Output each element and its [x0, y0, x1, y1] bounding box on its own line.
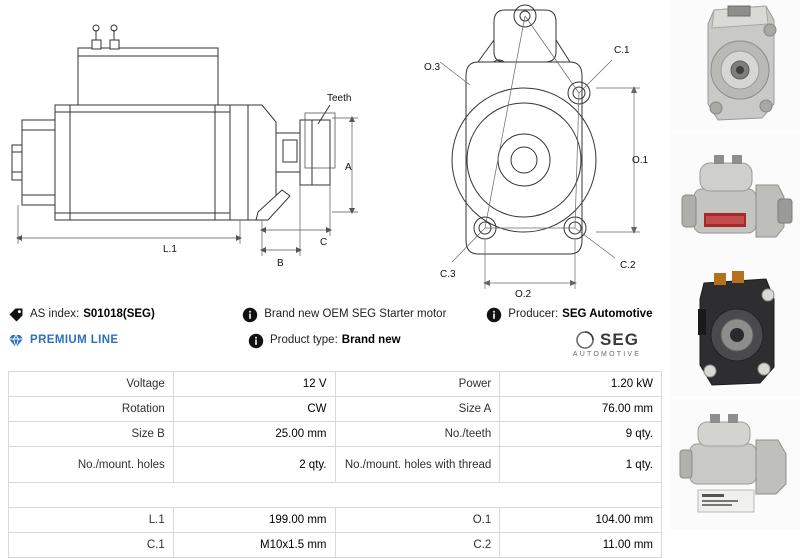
producer-value: SEG Automotive: [562, 308, 653, 320]
dim-label-o2: O.2: [514, 289, 532, 300]
info-icon-producer: [486, 307, 502, 323]
diamond-icon: [8, 333, 24, 349]
as-index-value: S01018(SEG): [83, 308, 155, 320]
dim-label-b: B: [277, 258, 284, 269]
spec-value: 2 qty.: [173, 447, 335, 483]
description-block: [242, 306, 486, 322]
dim-label-o3: O.3: [424, 62, 441, 73]
as-index-label: AS index:: [30, 308, 80, 320]
dim-label-o1: O.1: [632, 155, 649, 166]
premium-line-block: [8, 332, 248, 348]
spec-key: C.2: [335, 533, 500, 558]
spec-key: No./mount. holes: [9, 447, 174, 483]
producer-label: Producer:: [508, 308, 559, 320]
seg-logo-subtitle: AUTOMOTIVE: [572, 351, 642, 358]
spec-value: 12 V: [173, 372, 335, 397]
info-icon-type: [248, 333, 264, 349]
table-row: [9, 533, 662, 558]
product-type-label: Product type:: [270, 334, 338, 346]
table-row: [9, 422, 662, 447]
dim-label-c3: C.3: [440, 269, 456, 280]
spec-key: No./mount. holes with thread: [335, 447, 500, 483]
dim-label-c: C: [320, 237, 328, 248]
spec-key: Rotation: [9, 397, 174, 422]
product-photo[interactable]: [670, 133, 800, 266]
product-photo[interactable]: [670, 0, 800, 133]
spec-key: L.1: [9, 508, 174, 533]
label-teeth: Teeth: [327, 93, 352, 104]
product-photo[interactable]: [670, 265, 800, 398]
spec-value: 1 qty.: [500, 447, 662, 483]
product-type-block: [248, 332, 498, 348]
spec-key: Power: [335, 372, 500, 397]
spec-key: Size A: [335, 397, 500, 422]
spec-value: M10x1.5 mm: [173, 533, 335, 558]
seg-automotive-logo: [552, 330, 662, 358]
spec-value: 9 qty.: [500, 422, 662, 447]
specifications-table: [8, 371, 662, 558]
spec-value: 199.00 mm: [173, 508, 335, 533]
spec-key: Voltage: [9, 372, 174, 397]
dim-label-l1: L.1: [163, 244, 177, 255]
spec-value: 76.00 mm: [500, 397, 662, 422]
spec-key: No./teeth: [335, 422, 500, 447]
spec-value: 1.20 kW: [500, 372, 662, 397]
table-row: [9, 508, 662, 533]
product-photo-strip: [670, 0, 800, 530]
spec-key: O.1: [335, 508, 500, 533]
spec-value: CW: [173, 397, 335, 422]
table-spacer: [9, 483, 662, 508]
product-type-value: Brand new: [341, 334, 401, 346]
seg-logo-word: SEG: [600, 330, 639, 349]
technical-drawings: [0, 0, 670, 300]
producer-block: [486, 306, 662, 322]
table-row: [9, 397, 662, 422]
spec-value: 25.00 mm: [173, 422, 335, 447]
drawing-canvas: [0, 0, 670, 300]
seg-circle-icon: [575, 330, 595, 350]
table-row: [9, 447, 662, 483]
product-description: Brand new OEM SEG Starter motor: [264, 308, 447, 320]
premium-line-label: PREMIUM LINE: [30, 334, 119, 346]
table-row: [9, 372, 662, 397]
as-index-block: [8, 306, 242, 322]
spec-value: 11.00 mm: [500, 533, 662, 558]
product-info-strip: [0, 300, 670, 370]
spec-key: C.1: [9, 533, 174, 558]
dim-label-c2: C.2: [620, 260, 636, 271]
tag-icon: [8, 307, 24, 323]
dim-label-a: A: [345, 162, 352, 173]
spec-key: Size B: [9, 422, 174, 447]
product-photo[interactable]: [670, 398, 800, 531]
info-row-1: [8, 306, 662, 332]
spec-value: 104.00 mm: [500, 508, 662, 533]
info-icon: [242, 307, 258, 323]
dim-label-c1: C.1: [614, 45, 630, 56]
